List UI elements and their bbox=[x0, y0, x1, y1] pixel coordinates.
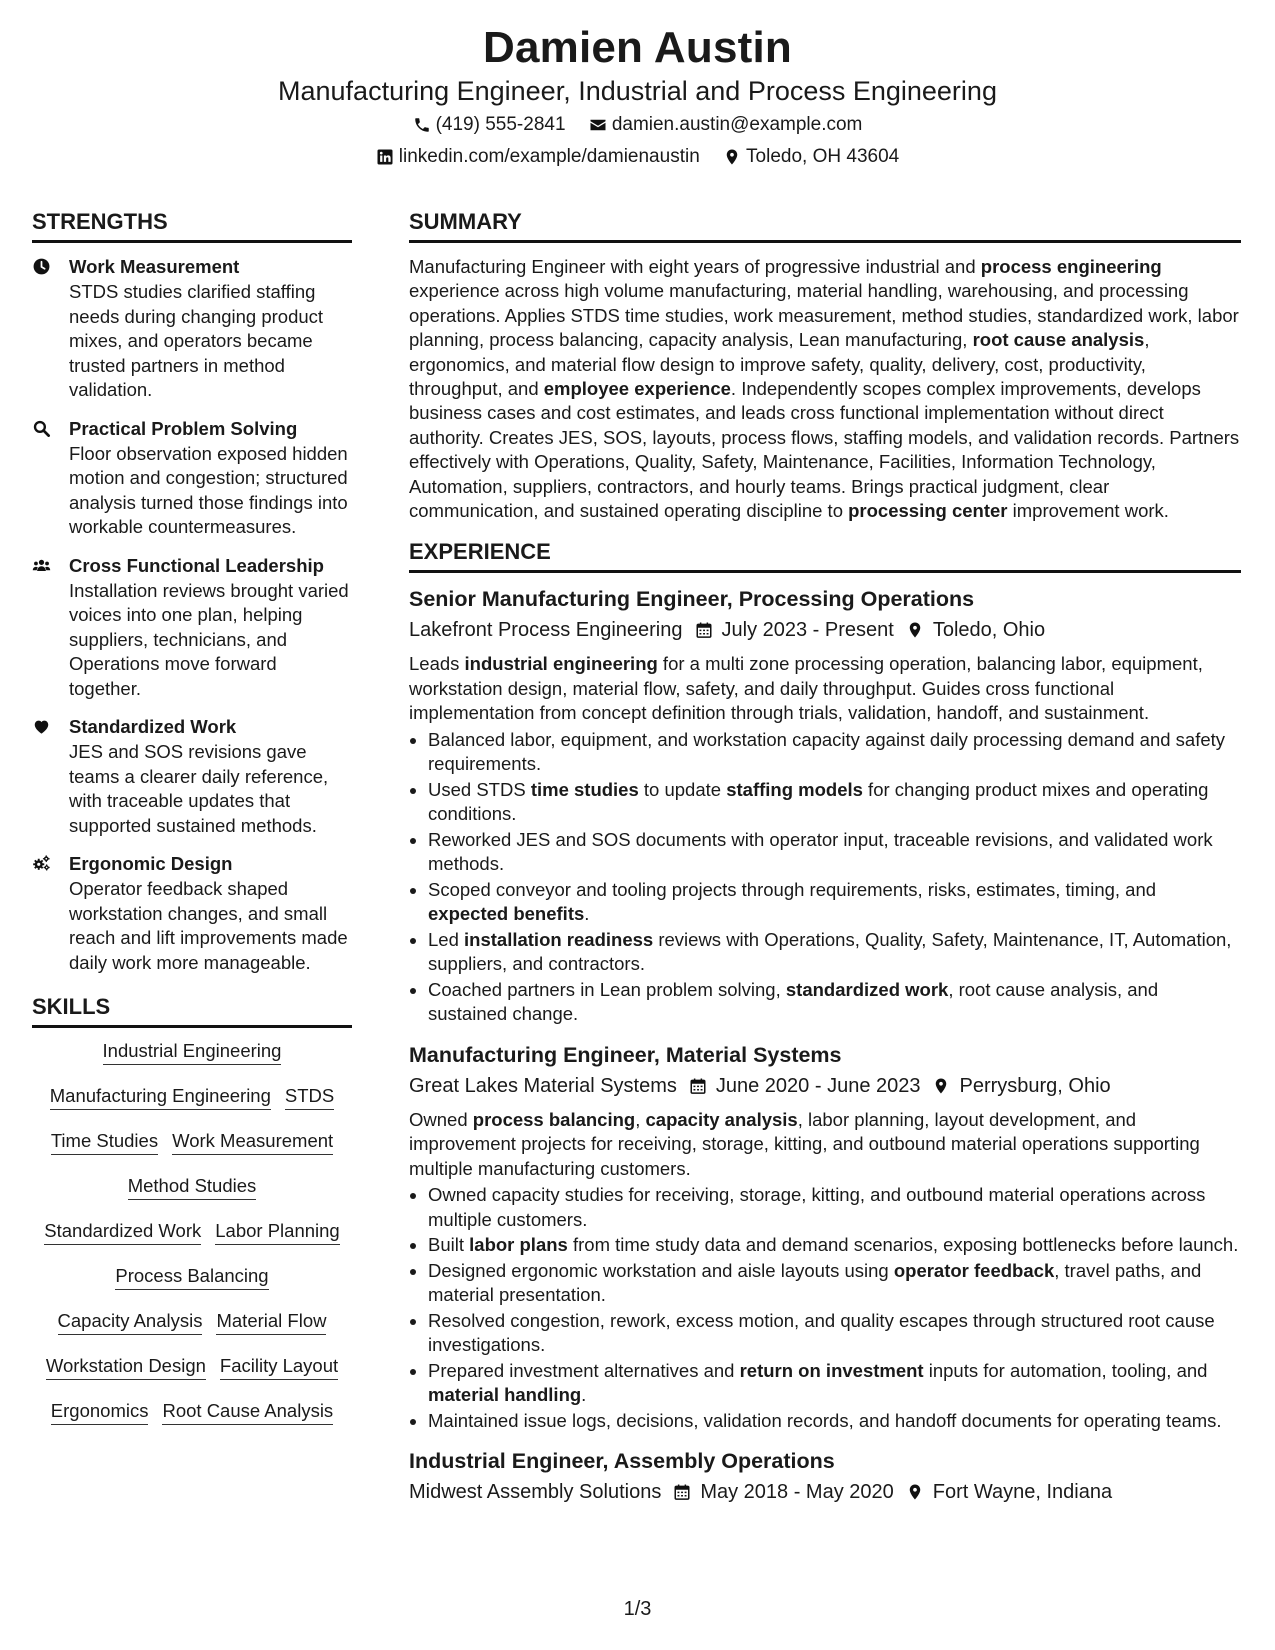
strength-title: Work Measurement bbox=[69, 256, 240, 277]
calendar-icon bbox=[673, 1483, 691, 1501]
job-entry bbox=[409, 1447, 1241, 1506]
skill-tag: Work Measurement bbox=[172, 1130, 333, 1155]
strength-title: Standardized Work bbox=[69, 716, 237, 737]
strength-description: Installation reviews brought varied voices into one plan, helping suppliers, technicians, and Operations move forward together. bbox=[69, 579, 349, 699]
job-dates-text: July 2023 - Present bbox=[721, 619, 894, 642]
job-dates-text: June 2020 - June 2023 bbox=[715, 1074, 921, 1097]
job-dates bbox=[695, 616, 894, 644]
calendar-icon bbox=[689, 1077, 707, 1095]
strength-body bbox=[69, 554, 352, 702]
page-number: 1/3 bbox=[623, 1598, 652, 1620]
bold-text: return on investment bbox=[739, 1359, 924, 1381]
job-description bbox=[409, 1108, 1241, 1182]
strength-item bbox=[32, 554, 352, 702]
text-segment: for changing product mixes and operating conditions. bbox=[428, 778, 1209, 825]
job-meta bbox=[409, 616, 1241, 644]
text-segment: , ergonomics, and material flow design to improve safety, quality, delivery, cost, productivity, throughput, and bbox=[409, 329, 1150, 400]
skill-row bbox=[32, 1265, 352, 1290]
strengths-heading: STRENGTHS bbox=[32, 208, 352, 243]
bullet-item bbox=[428, 728, 1241, 777]
text-segment: Owned capacity studies for receiving, storage, kitting, and outbound material operations across multiple customers. bbox=[428, 1184, 1206, 1230]
job-location-text: Toledo, Ohio bbox=[932, 619, 1046, 642]
text-segment: to update bbox=[638, 778, 727, 800]
strength-body bbox=[69, 417, 352, 540]
linkedin-contact[interactable] bbox=[376, 144, 700, 170]
job-title: Senior Manufacturing Engineer, Processing Operations bbox=[409, 587, 975, 612]
job-location bbox=[906, 616, 1045, 644]
jobs-list bbox=[409, 585, 1241, 1506]
text-segment: Used STDS bbox=[428, 778, 531, 800]
job-bullets bbox=[409, 1183, 1241, 1433]
strength-item bbox=[32, 715, 352, 838]
job-meta bbox=[409, 1478, 1241, 1506]
skill-row bbox=[32, 1175, 352, 1200]
candidate-title: Manufacturing Engineer, Industrial and Process Engineering bbox=[278, 76, 997, 106]
phone-contact[interactable] bbox=[413, 112, 566, 138]
bullet-item bbox=[428, 1233, 1241, 1258]
skill-tag: STDS bbox=[285, 1085, 334, 1110]
skill-tag: Industrial Engineering bbox=[103, 1040, 282, 1065]
location-contact bbox=[723, 144, 899, 170]
bullet-item bbox=[428, 1309, 1241, 1358]
strength-body bbox=[69, 255, 352, 403]
company-name: Lakefront Process Engineering bbox=[409, 619, 683, 642]
text-segment: Maintained issue logs, decisions, validation records, and handoff documents for operating teams. bbox=[428, 1409, 1222, 1431]
strength-item bbox=[32, 255, 352, 403]
bold-text: process engineering bbox=[980, 256, 1162, 277]
bullet-item bbox=[428, 1359, 1241, 1408]
linkedin-icon bbox=[376, 148, 394, 166]
experience-heading: EXPERIENCE bbox=[409, 538, 1241, 573]
text-segment: improvement work. bbox=[1007, 500, 1169, 522]
strength-item bbox=[32, 417, 352, 540]
bold-text: material handling bbox=[428, 1384, 582, 1406]
skills-section bbox=[32, 993, 352, 1425]
text-segment: , labor planning, layout development, and improvement projects for receiving, storage, kitting, and outbound material operations supporting multiple manufacturing customers. bbox=[409, 1108, 1200, 1179]
text-segment: Built bbox=[428, 1234, 470, 1256]
text-segment: experience across high volume manufacturing, material handling, warehousing, and processing operations. Applies STDS time studies, work measurement, method studies, standardized work, labor planning, process balancing, capacity analysis, Lean manufacturing, bbox=[409, 280, 1239, 351]
text-segment: Prepared investment alternatives and bbox=[428, 1359, 740, 1381]
company-name: Midwest Assembly Solutions bbox=[409, 1481, 662, 1504]
skills-heading: SKILLS bbox=[32, 993, 352, 1028]
skill-row bbox=[32, 1310, 352, 1335]
bold-text: processing center bbox=[848, 500, 1008, 522]
bullet-item bbox=[428, 1259, 1241, 1308]
skill-row bbox=[32, 1355, 352, 1380]
job-location bbox=[932, 1072, 1110, 1100]
bullet-item bbox=[428, 828, 1241, 877]
skill-tag: Labor Planning bbox=[215, 1220, 339, 1245]
skill-row bbox=[32, 1130, 352, 1155]
strengths-list bbox=[32, 255, 352, 975]
bullet-item bbox=[428, 1409, 1241, 1434]
skill-tag: Time Studies bbox=[51, 1130, 158, 1155]
skill-tag: Ergonomics bbox=[51, 1400, 149, 1425]
bullet-item bbox=[428, 928, 1241, 977]
company-name: Great Lakes Material Systems bbox=[409, 1074, 677, 1097]
job-dates bbox=[689, 1072, 921, 1100]
gears-icon bbox=[32, 854, 56, 975]
skill-tag: Root Cause Analysis bbox=[162, 1400, 333, 1425]
linkedin-text: linkedin.com/example/damienaustin bbox=[398, 146, 700, 168]
phone-icon bbox=[413, 116, 431, 134]
text-segment: Resolved congestion, rework, excess motion, and quality escapes through structured root cause investigations. bbox=[428, 1309, 1215, 1356]
skill-tag: Method Studies bbox=[128, 1175, 257, 1200]
bold-text: employee experience bbox=[543, 378, 731, 400]
text-segment: inputs for automation, tooling, and bbox=[923, 1359, 1208, 1381]
resume-header bbox=[0, 0, 1275, 170]
skill-tag: Capacity Analysis bbox=[58, 1310, 203, 1335]
job-location-text: Fort Wayne, Indiana bbox=[932, 1481, 1113, 1504]
job-title: Manufacturing Engineer, Material Systems bbox=[409, 1042, 842, 1067]
location-text: Toledo, OH 43604 bbox=[746, 146, 900, 168]
skill-tag: Workstation Design bbox=[46, 1355, 206, 1380]
map-pin-icon bbox=[723, 148, 741, 166]
strength-description: STDS studies clarified staffing needs during changing product mixes, and operators became trusted partners in method validation. bbox=[69, 281, 324, 400]
skill-tag: Material Flow bbox=[216, 1310, 326, 1335]
summary-text bbox=[409, 255, 1241, 523]
bold-text: expected benefits bbox=[428, 903, 585, 925]
skill-tag: Standardized Work bbox=[44, 1220, 201, 1245]
phone-text: (419) 555-2841 bbox=[435, 114, 566, 135]
contact-row bbox=[0, 112, 1275, 138]
map-pin-icon bbox=[906, 621, 924, 639]
bold-text: standardized work bbox=[785, 978, 949, 1000]
strength-description: Floor observation exposed hidden motion and congestion; structured analysis turned those findings into workable countermeasures. bbox=[69, 442, 348, 537]
text-segment: . Independently scopes complex improvements, develops business cases and cost estimates, and leads cross functional implementation without direct authority. Creates JES, SOS, layouts, process flows, staffing models, and validation records. Partners effectively with Operations, Quality, Safety, Maintenance, Facilities, Information Technology, Automation, suppliers, contractors, and hourly teams. Brings practical judgment, clear communication, and sustained operating discipline to bbox=[409, 378, 1240, 522]
job-dates-text: May 2018 - May 2020 bbox=[700, 1481, 894, 1504]
text-segment: , root cause analysis, and sustained change. bbox=[428, 978, 1159, 1025]
job-title: Industrial Engineer, Assembly Operations bbox=[409, 1449, 835, 1474]
text-segment: . bbox=[581, 1384, 587, 1406]
bold-text: staffing models bbox=[726, 778, 863, 800]
left-column bbox=[32, 208, 352, 1445]
search-icon bbox=[32, 419, 56, 540]
envelope-icon bbox=[589, 116, 607, 134]
text-segment: reviews with Operations, Quality, Safety, Maintenance, IT, Automation, suppliers, and contractors. bbox=[428, 928, 1232, 975]
text-segment: Leads bbox=[409, 653, 465, 675]
strength-title: Cross Functional Leadership bbox=[69, 554, 324, 576]
bullet-item bbox=[428, 1183, 1241, 1232]
bold-text: process balancing bbox=[472, 1108, 636, 1130]
text-segment: Designed ergonomic workstation and aisle layouts using bbox=[428, 1259, 894, 1281]
skill-row bbox=[32, 1400, 352, 1425]
skill-row bbox=[32, 1040, 352, 1065]
contact-row-2 bbox=[0, 144, 1275, 170]
job-entry bbox=[409, 585, 1241, 1027]
strength-body bbox=[69, 715, 352, 838]
map-pin-icon bbox=[932, 1077, 950, 1095]
strength-description: Operator feedback shaped workstation changes, and small reach and lift improvements made daily work more manageable. bbox=[69, 878, 348, 973]
text-segment: Scoped conveyor and tooling projects through requirements, risks, estimates, timing, and bbox=[428, 878, 1157, 900]
strength-body bbox=[69, 852, 352, 975]
skills-list bbox=[32, 1040, 352, 1425]
job-dates bbox=[673, 1478, 893, 1506]
skill-tag: Manufacturing Engineering bbox=[50, 1085, 271, 1110]
strength-title: Ergonomic Design bbox=[69, 853, 233, 874]
bold-text: root cause analysis bbox=[972, 329, 1145, 351]
text-segment: , bbox=[635, 1108, 646, 1130]
skill-row bbox=[32, 1085, 352, 1110]
skill-row bbox=[32, 1220, 352, 1245]
text-segment: Led bbox=[428, 928, 465, 950]
summary-heading: SUMMARY bbox=[409, 208, 1241, 243]
bullet-item bbox=[428, 978, 1241, 1027]
bold-text: installation readiness bbox=[464, 928, 654, 950]
email-text: damien.austin@example.com bbox=[611, 114, 863, 135]
strength-description: JES and SOS revisions gave teams a clearer daily reference, with traceable updates that supported sustained methods. bbox=[69, 741, 329, 836]
bold-text: labor plans bbox=[469, 1234, 568, 1256]
job-meta bbox=[409, 1072, 1241, 1100]
job-location-text: Perrysburg, Ohio bbox=[959, 1074, 1111, 1097]
bold-text: capacity analysis bbox=[645, 1108, 798, 1130]
skill-tag: Process Balancing bbox=[115, 1265, 268, 1290]
bullet-item bbox=[428, 878, 1241, 927]
bold-text: operator feedback bbox=[893, 1259, 1055, 1281]
map-pin-icon bbox=[906, 1483, 924, 1501]
right-column bbox=[409, 208, 1241, 1520]
heart-icon bbox=[32, 717, 56, 838]
candidate-name: Damien Austin bbox=[482, 23, 792, 72]
text-segment: for a multi zone processing operation, balancing labor, equipment, workstation design, material flow, safety, and daily throughput. Guides cross functional implementation from concept definition through trials, validation, handoff, and sustainment. bbox=[409, 653, 1203, 724]
skill-tag: Facility Layout bbox=[220, 1355, 338, 1380]
strength-title: Practical Problem Solving bbox=[69, 417, 298, 439]
job-location bbox=[906, 1478, 1112, 1506]
text-segment: from time study data and demand scenarios, exposing bottlenecks before launch. bbox=[567, 1234, 1239, 1256]
clock-icon bbox=[32, 257, 56, 403]
bold-text: time studies bbox=[530, 778, 639, 800]
email-contact[interactable] bbox=[589, 112, 863, 138]
text-segment: Manufacturing Engineer with eight years of progressive industrial and bbox=[409, 256, 981, 277]
text-segment: , travel paths, and material presentation. bbox=[428, 1259, 1202, 1306]
text-segment: . bbox=[584, 903, 590, 925]
calendar-icon bbox=[695, 621, 713, 639]
job-bullets bbox=[409, 728, 1241, 1027]
text-segment: Balanced labor, equipment, and workstation capacity against daily processing demand and safety requirements. bbox=[428, 728, 1226, 775]
strength-item bbox=[32, 852, 352, 975]
job-description bbox=[409, 652, 1241, 726]
text-segment: Owned bbox=[409, 1108, 473, 1130]
bold-text: industrial engineering bbox=[464, 653, 658, 675]
text-segment: Coached partners in Lean problem solving, bbox=[428, 978, 786, 1000]
bullet-item bbox=[428, 778, 1241, 827]
job-entry bbox=[409, 1041, 1241, 1434]
users-icon bbox=[32, 556, 56, 702]
text-segment: Reworked JES and SOS documents with operator input, traceable revisions, and validated work methods. bbox=[428, 828, 1213, 875]
